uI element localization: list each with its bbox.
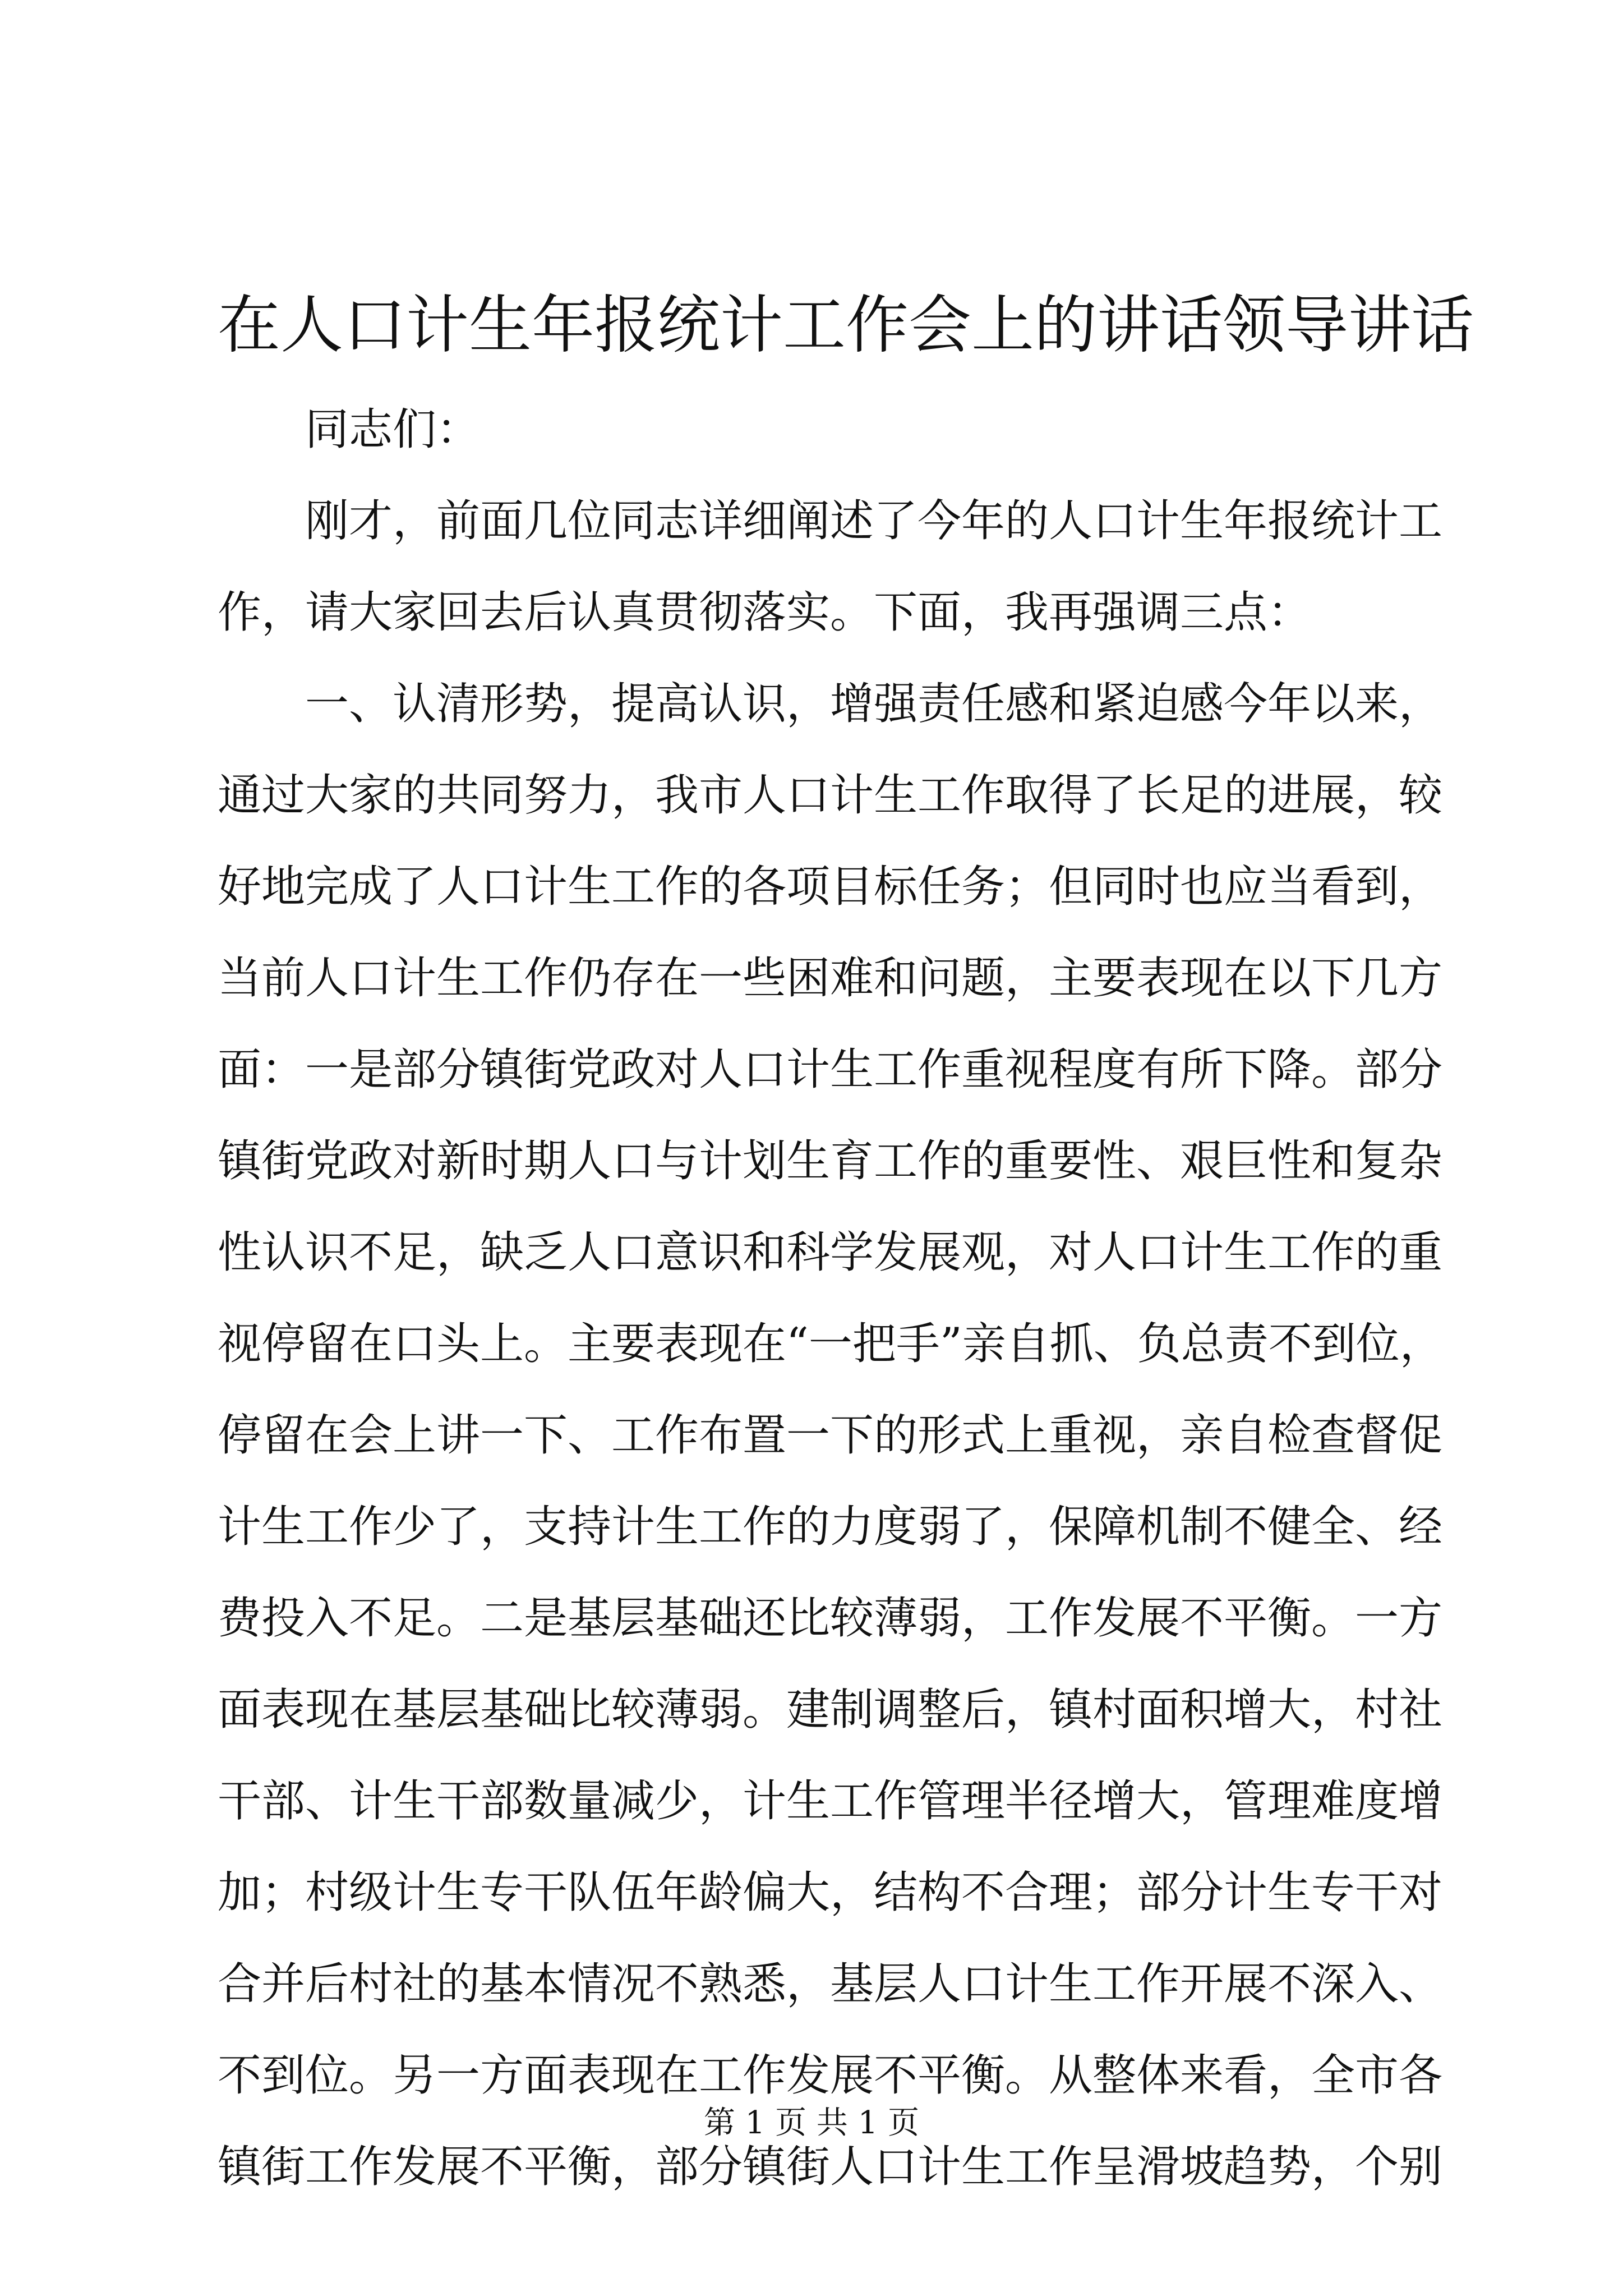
salutation-line: 同志们： (305, 404, 481, 455)
body-line: 性认识不足，缺乏人口意识和科学发展观，对人口计生工作的重 (218, 1227, 1443, 1278)
body-line: 视停留在口头上。主要表现在“一把手”亲自抓、负总责不到位， (218, 1319, 1444, 1369)
body-line: 不到位。另一方面表现在工作发展不平衡。从整体来看，全市各 (218, 2050, 1443, 2101)
body-line: 一、认清形势，提高认识，增强责任感和紧迫感今年以来， (305, 679, 1443, 729)
page-footer: 第 1 页 共 1 页 (703, 2105, 920, 2141)
document-title: 在人口计生年报统计工作会上的讲话领导讲话 (218, 289, 1474, 362)
body-line: 作，请大家回去后认真贯彻落实。下面，我再强调三点： (218, 587, 1312, 638)
body-line: 面：一是部分镇街党政对人口计生工作重视程度有所下降。部分 (218, 1045, 1443, 1095)
body-line: 合并后村社的基本情况不熟悉，基层人口计生工作开展不深入、 (218, 1959, 1443, 2009)
body-line: 计生工作少了，支持计生工作的力度弱了，保障机制不健全、经 (218, 1502, 1443, 1552)
body-line: 停留在会上讲一下、工作布置一下的形式上重视，亲自检查督促 (218, 1410, 1443, 1461)
body-line: 刚才，前面几位同志详细阐述了今年的人口计生年报统计工 (305, 496, 1443, 546)
body-line: 当前人口计生工作仍存在一些困难和问题，主要表现在以下几方 (218, 953, 1443, 1004)
body-line: 干部、计生干部数量减少，计生工作管理半径增大，管理难度增 (218, 1776, 1443, 1826)
body-line: 镇街党政对新时期人口与计划生育工作的重要性、艰巨性和复杂 (218, 1136, 1443, 1186)
body-line: 通过大家的共同努力，我市人口计生工作取得了长足的进展，较 (218, 770, 1443, 821)
body-line: 面表现在基层基础比较薄弱。建制调整后，镇村面积增大，村社 (218, 1685, 1443, 1735)
body-line: 好地完成了人口计生工作的各项目标任务；但同时也应当看到， (218, 862, 1443, 912)
body-line: 加；村级计生专干队伍年龄偏大，结构不合理；部分计生专干对 (218, 1867, 1443, 1918)
document-body (218, 384, 1444, 2213)
body-line: 费投入不足。二是基层基础还比较薄弱，工作发展不平衡。一方 (218, 1593, 1443, 1644)
body-line: 镇街工作发展不平衡，部分镇街人口计生工作呈滑坡趋势，个别 (218, 2142, 1443, 2192)
